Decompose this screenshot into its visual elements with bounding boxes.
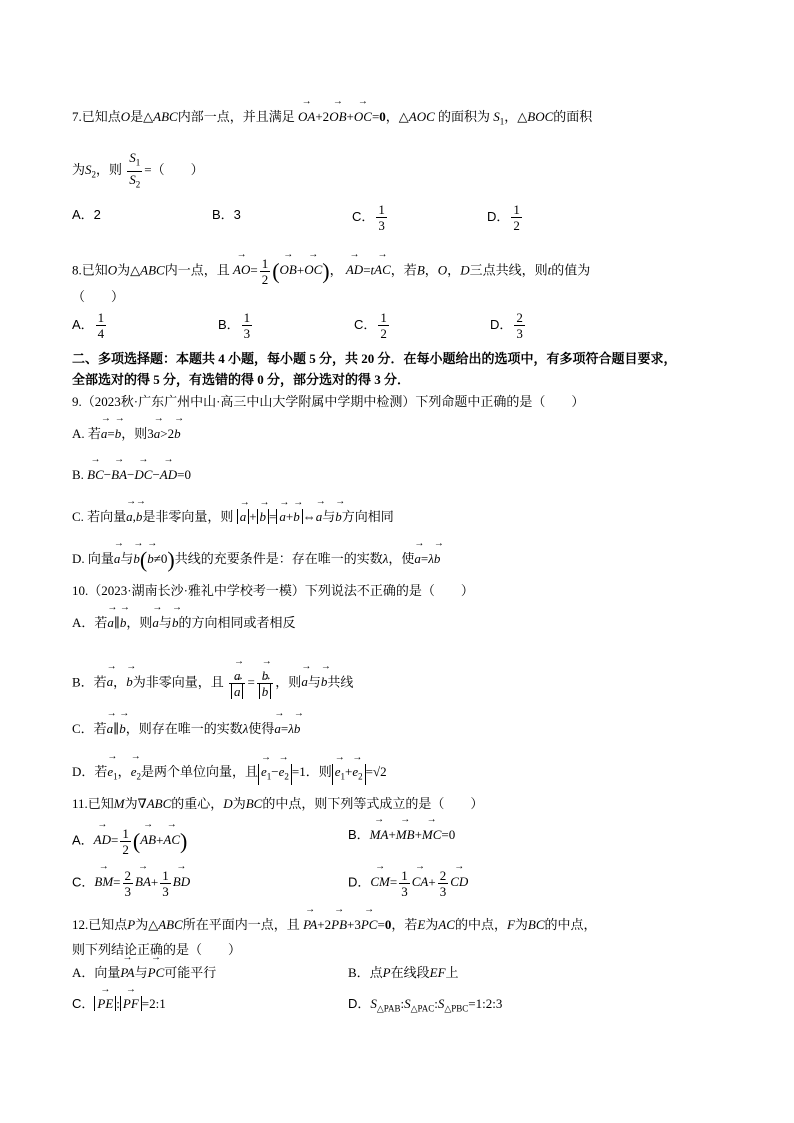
q9-option-a[interactable]: A. 若→ a=→ b，则3→ a>2→ b [72, 425, 181, 443]
q11-option-d[interactable]: D．→ CM= $\frac{1}{3}$ → CA+ $\frac{2}{3}$ → CD [348, 868, 468, 899]
q7-stem-line2: 为$S_2$，则 $\frac{S_1}{S_2}$ =（ ） [72, 150, 204, 190]
q7-option-d[interactable]: D． $\frac{1}{2}$ [487, 202, 520, 233]
q10-option-a[interactable]: A．若→ a∥→ b，则→ a与→ b的方向相同或者相反 [72, 614, 295, 632]
q7-option-c[interactable]: C． $\frac{1}{3}$ [352, 202, 385, 233]
q11-option-a[interactable]: A．→ AD= $\frac{1}{2}$ (→ AB+→ AC) [72, 826, 187, 857]
q8-option-d[interactable]: D． $\frac{2}{3}$ [490, 310, 523, 341]
q8-stem: 8.已知O为△ABC内一点，且 → AO= $\frac{1}{2}$ (→ OB+→ OC)， → AD=t→ AC，若B，O，D三点共线，则t的值为 [72, 256, 590, 287]
q10-option-c[interactable]: C．若→ a∥→ b，则存在唯一的实数λ使得→ a=λ→ b [72, 720, 300, 738]
q9-stem: 9.（2023秋·广东广州中山·高三中山大学附属中学期中检测）下列命题中正确的是（ ） [72, 394, 585, 409]
section2-heading: 二、多项选择题：本题共 4 小题，每小题 5 分，共 20 分．在每小题给出的选项中，有多项符合题目要求， [72, 351, 677, 366]
q10-stem: 10.（2023·湖南长沙·雅礼中学校考一模）下列说法不正确的是（ ） [72, 583, 474, 598]
q9-option-b[interactable]: B. → BC−→ BA−→ DC−→ AD=0 [72, 466, 191, 484]
q9-option-c[interactable]: C. 若向量→ a,→ b是非零向量，则 → a +→ b =→ a+→ b ⇔→ a与→ b方向相同 [72, 508, 394, 526]
q12-option-b[interactable]: B．点P在线段EF上 [348, 965, 459, 980]
q8-option-c[interactable]: C． $\frac{1}{2}$ [354, 310, 387, 341]
q12-option-d[interactable]: D．$S_{\triangle PAB}:S_{\triangle PAC}:S_{\triangle PBC}=1:2:3$ [348, 996, 503, 1014]
q10-option-d[interactable]: D．若→ $e_1$，→ $e_2$是两个单位向量，且→ $e_1-\to e_2 =1$．则→ $e_1+\to e_2 =√2$ [72, 763, 387, 786]
q10-option-b[interactable]: B．若→ a，→ b为非零向量，且 → a → a = → b → b ，则→ a与→ b共线 [72, 668, 353, 699]
q12-stem-line2: 则下列结论正确的是（ ） [72, 942, 242, 957]
q9-option-d[interactable]: D. 向量→ a与→ b(→ b≠0)共线的充要条件是：存在唯一的实数λ，使→ a=λ→ b [72, 550, 440, 569]
q7-option-b[interactable]: B．3 [212, 207, 241, 222]
q11-option-b[interactable]: B．→ MA+→ MB+→ MC=0 [348, 826, 455, 844]
q12-option-a[interactable]: A．向量→ PA与→ PC可能平行 [72, 964, 216, 982]
q7-stem: 7.已知点O是△ABC内部一点，并且满足 → OA+2→ OB+→ OC=0，△AOC 的面积为 $S_1$，△BOC的面积 [72, 108, 592, 131]
q11-option-c[interactable]: C．→ BM= $\frac{2}{3}$ → BA+ $\frac{1}{3}$ → BD [72, 868, 190, 899]
q7-option-a[interactable]: A．2 [72, 207, 101, 222]
q12-option-c[interactable]: C．→ PE :→ PF =2:1 [72, 995, 166, 1013]
q11-stem: 11.已知M为∇ABC的重心，D为BC的中点，则下列等式成立的是（ ） [72, 796, 484, 811]
q8-option-b[interactable]: B． $\frac{1}{3}$ [218, 310, 251, 341]
q8-option-a[interactable]: A． $\frac{1}{4}$ [72, 310, 105, 341]
section2-heading-line2: 全部选对的得 5 分，有选错的得 0 分，部分选对的得 3 分． [72, 372, 411, 387]
q12-stem: 12.已知点P为△ABC所在平面内一点，且 → PA+2→ PB+3→ PC=0，若E为AC的中点，F为BC的中点， [72, 916, 597, 934]
q8-paren: （ ） [72, 289, 125, 304]
